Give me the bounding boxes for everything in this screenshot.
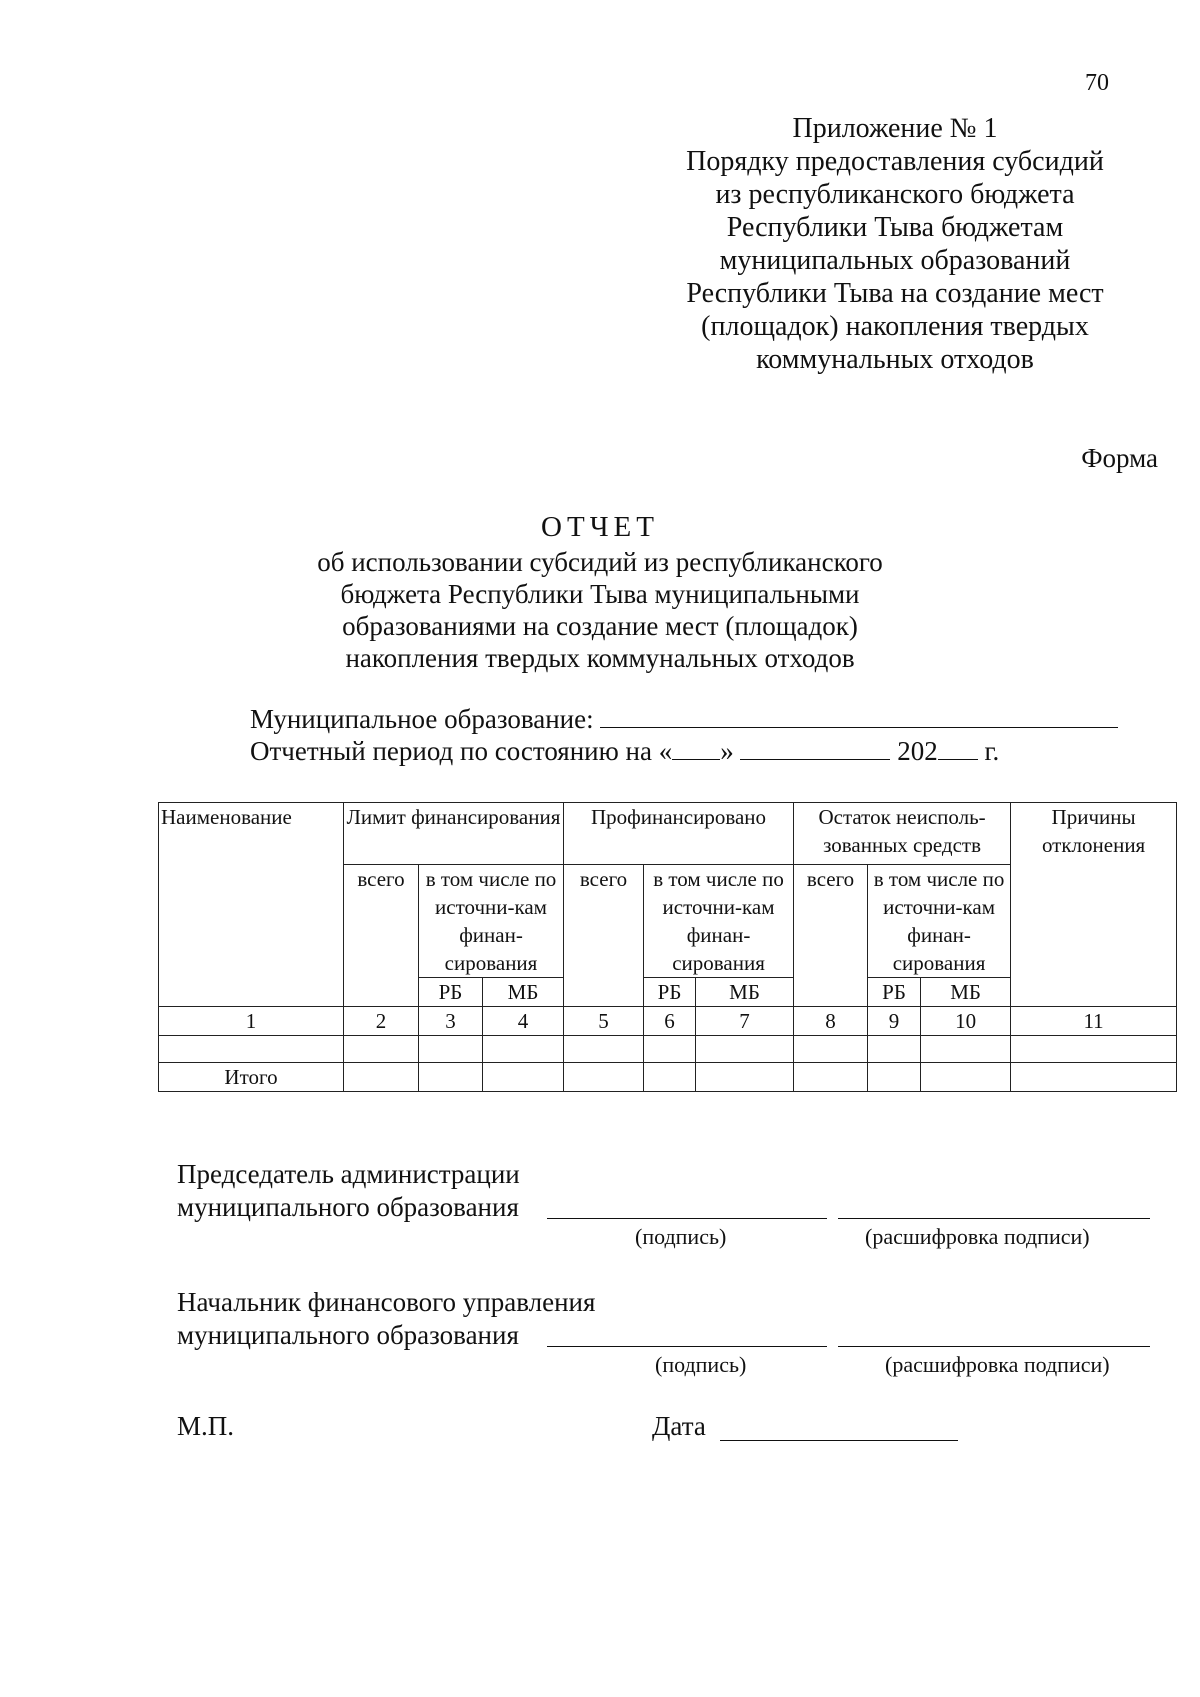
- report-subtitle: [270, 546, 930, 674]
- column-number: 2: [344, 1007, 419, 1036]
- finance-decode-caption: (расшифровка подписи): [885, 1352, 1110, 1377]
- table-cell[interactable]: [483, 1036, 564, 1063]
- finance-title-line2: муниципального образования: [177, 1320, 519, 1350]
- header-financed-rb: РБ: [644, 978, 696, 1007]
- header-financed: Профинансировано: [564, 803, 794, 865]
- header-limit: Лимит финансирования: [344, 803, 564, 865]
- finance-signature-block: [177, 1286, 595, 1352]
- column-number: 3: [419, 1007, 483, 1036]
- form-label: Форма: [1081, 443, 1158, 473]
- finance-signature-caption: (подпись): [655, 1352, 747, 1377]
- table-cell[interactable]: [644, 1063, 696, 1092]
- appendix-line: Порядку предоставления субсидий: [686, 146, 1104, 177]
- header-remainder-including: в том числе по источни-кам финан-сирования: [868, 865, 1011, 978]
- period-year-line[interactable]: [938, 737, 978, 760]
- page-number: 70: [1085, 70, 1109, 96]
- chairman-title-line1: Председатель администрации: [177, 1159, 520, 1189]
- finance-signature-line[interactable]: [547, 1346, 827, 1347]
- header-limit-total: всего: [344, 865, 419, 1007]
- chairman-decode-line[interactable]: [838, 1218, 1150, 1219]
- appendix-line: коммунальных отходов: [756, 344, 1034, 375]
- table-row: [159, 1036, 1177, 1063]
- header-remainder: Остаток неисполь-зованных средств: [794, 803, 1011, 865]
- header-remainder-total: всего: [794, 865, 868, 1007]
- appendix-header: [650, 112, 1140, 376]
- period-day-line[interactable]: [672, 737, 720, 760]
- finance-decode-line[interactable]: [838, 1346, 1150, 1347]
- column-number: 9: [868, 1007, 921, 1036]
- table-cell[interactable]: [921, 1036, 1011, 1063]
- column-number: 10: [921, 1007, 1011, 1036]
- table-cell[interactable]: [921, 1063, 1011, 1092]
- date-line[interactable]: [720, 1440, 958, 1441]
- finance-title-line1: Начальник финансового управления: [177, 1287, 596, 1317]
- column-number-row: [159, 1007, 1177, 1036]
- table-cell[interactable]: [696, 1036, 794, 1063]
- chairman-title-line2: муниципального образования: [177, 1192, 519, 1222]
- period-year-suffix: г.: [984, 736, 1000, 766]
- period-year: 202: [897, 736, 938, 766]
- header-financed-mb: МБ: [696, 978, 794, 1007]
- table-cell[interactable]: [794, 1036, 868, 1063]
- header-remainder-rb: РБ: [868, 978, 921, 1007]
- report-subtitle-line: накопления твердых коммунальных отходов: [345, 643, 855, 673]
- table-cell[interactable]: [159, 1036, 344, 1063]
- column-number: 4: [483, 1007, 564, 1036]
- table-cell[interactable]: [419, 1036, 483, 1063]
- column-number: 11: [1011, 1007, 1177, 1036]
- period-month-line[interactable]: [740, 737, 890, 760]
- table-cell[interactable]: [564, 1063, 644, 1092]
- column-number: 1: [159, 1007, 344, 1036]
- table-cell[interactable]: [868, 1063, 921, 1092]
- table-cell[interactable]: [419, 1063, 483, 1092]
- report-subtitle-line: об использовании субсидий из республиканского: [317, 547, 883, 577]
- period-label: Отчетный период по состоянию на «: [250, 736, 673, 766]
- column-number: 5: [564, 1007, 644, 1036]
- period-quote-close: »: [720, 736, 734, 766]
- municipality-input-line[interactable]: [600, 705, 1118, 728]
- municipality-label: Муниципальное образование:: [250, 704, 594, 734]
- table-cell[interactable]: [644, 1036, 696, 1063]
- header-limit-mb: МБ: [483, 978, 564, 1007]
- appendix-line: из республиканского бюджета: [715, 179, 1075, 210]
- appendix-line: Приложение № 1: [792, 113, 998, 144]
- header-limit-including: в том числе по источни-кам финан-сирования: [419, 865, 564, 978]
- header-reasons: Причины отклонения: [1011, 803, 1177, 1007]
- table-cell[interactable]: [1011, 1063, 1177, 1092]
- table-cell[interactable]: [344, 1036, 419, 1063]
- appendix-line: Республики Тыва бюджетам: [726, 212, 1064, 243]
- header-name: Наименование: [159, 803, 344, 1007]
- period-field: [250, 736, 999, 767]
- header-remainder-mb: МБ: [921, 978, 1011, 1007]
- header-limit-rb: РБ: [419, 978, 483, 1007]
- table-cell[interactable]: [564, 1036, 644, 1063]
- report-table: [158, 802, 1177, 1092]
- report-subtitle-line: бюджета Республики Тыва муниципальными: [340, 579, 860, 609]
- table-cell[interactable]: [1011, 1036, 1177, 1063]
- header-financed-including: в том числе по источни-кам финан-сирования: [644, 865, 794, 978]
- column-number: 6: [644, 1007, 696, 1036]
- appendix-line: муниципальных образований: [719, 245, 1071, 276]
- table-cell[interactable]: [483, 1063, 564, 1092]
- table-cell[interactable]: [794, 1063, 868, 1092]
- appendix-line: (площадок) накопления твердых: [701, 311, 1089, 342]
- column-number: 8: [794, 1007, 868, 1036]
- chairman-signature-block: [177, 1158, 520, 1224]
- date-label: Дата: [652, 1411, 706, 1441]
- chairman-signature-caption: (подпись): [635, 1224, 727, 1249]
- report-subtitle-line: образованиями на создание мест (площадок): [342, 611, 858, 641]
- header-financed-total: всего: [564, 865, 644, 1007]
- stamp-label: М.П.: [177, 1411, 235, 1441]
- chairman-decode-caption: (расшифровка подписи): [865, 1224, 1090, 1249]
- total-row-label: Итого: [159, 1063, 344, 1092]
- municipality-field: [250, 704, 1118, 735]
- total-row: [159, 1063, 1177, 1092]
- appendix-line: Республики Тыва на создание мест: [686, 278, 1104, 309]
- report-title: ОТЧЕТ: [541, 511, 659, 543]
- chairman-signature-line[interactable]: [547, 1218, 827, 1219]
- table-cell[interactable]: [696, 1063, 794, 1092]
- table-cell[interactable]: [344, 1063, 419, 1092]
- table-cell[interactable]: [868, 1036, 921, 1063]
- column-number: 7: [696, 1007, 794, 1036]
